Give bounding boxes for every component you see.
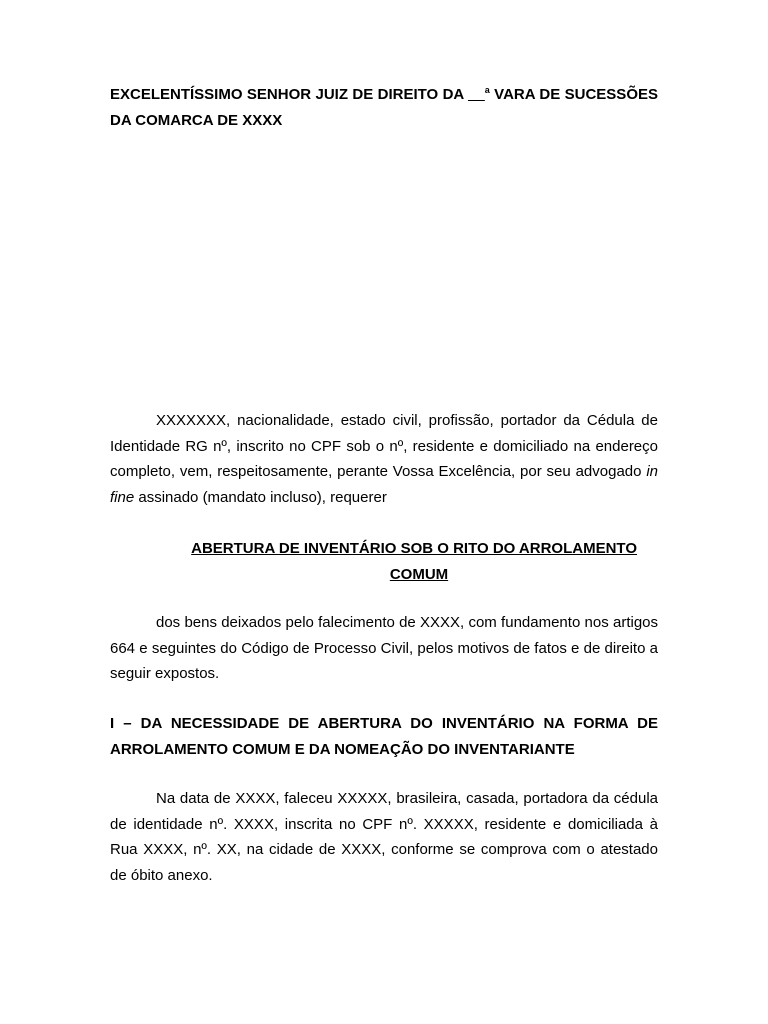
action-title	[110, 536, 658, 587]
grounds-paragraph: dos bens deixados pelo falecimento de XXXX, com fundamento nos artigos 664 e seguintes do Código de Processo Civil, pelos motivos de fatos e de direito a seguir expostos.	[110, 614, 658, 682]
qualification-text: XXXXXXX, nacionalidade, estado civil, profissão, portador da Cédula de Identidade RG nº, inscrito no CPF sob o nº, residente e domiciliado na endereço completo, vem, respeitosamente, perante Vossa Excelência, por seu advogado	[110, 412, 658, 480]
court-number-blank: __	[468, 86, 485, 103]
addressee-part1: EXCELENTÍSSIMO SENHOR JUIZ DE DIREITO DA	[110, 86, 469, 103]
facts-paragraph: Na data de XXXX, faleceu XXXXX, brasileira, casada, portadora da cédula de identidade nº. XXXX, inscrita no CPF nº. XXXXX, residente e domiciliada à Rua XXXX, nº. XX, na cidade de XXXX, conforme se comprova com o atestado de óbito anexo.	[110, 790, 658, 884]
qualification-paragraph	[110, 408, 658, 510]
section-heading: I – DA NECESSIDADE DE ABERTURA DO INVENTÁRIO NA FORMA DE ARROLAMENTO COMUM E DA NOMEAÇÃO DO INVENTARIANTE	[110, 715, 658, 758]
ordinal-indicator: a	[484, 85, 490, 95]
action-title-line2: COMUM	[389, 565, 449, 583]
action-title-line1: ABERTURA DE INVENTÁRIO SOB O RITO DO ARROLAMENTO	[191, 540, 637, 557]
in-fine-italic: in fine	[110, 463, 658, 506]
qualification-text-end: assinado (mandato incluso), requerer	[134, 488, 387, 506]
addressee-part2: VARA DE SUCESSÕES DA COMARCA DE XXXX	[110, 86, 658, 129]
addressee-heading	[110, 82, 658, 133]
